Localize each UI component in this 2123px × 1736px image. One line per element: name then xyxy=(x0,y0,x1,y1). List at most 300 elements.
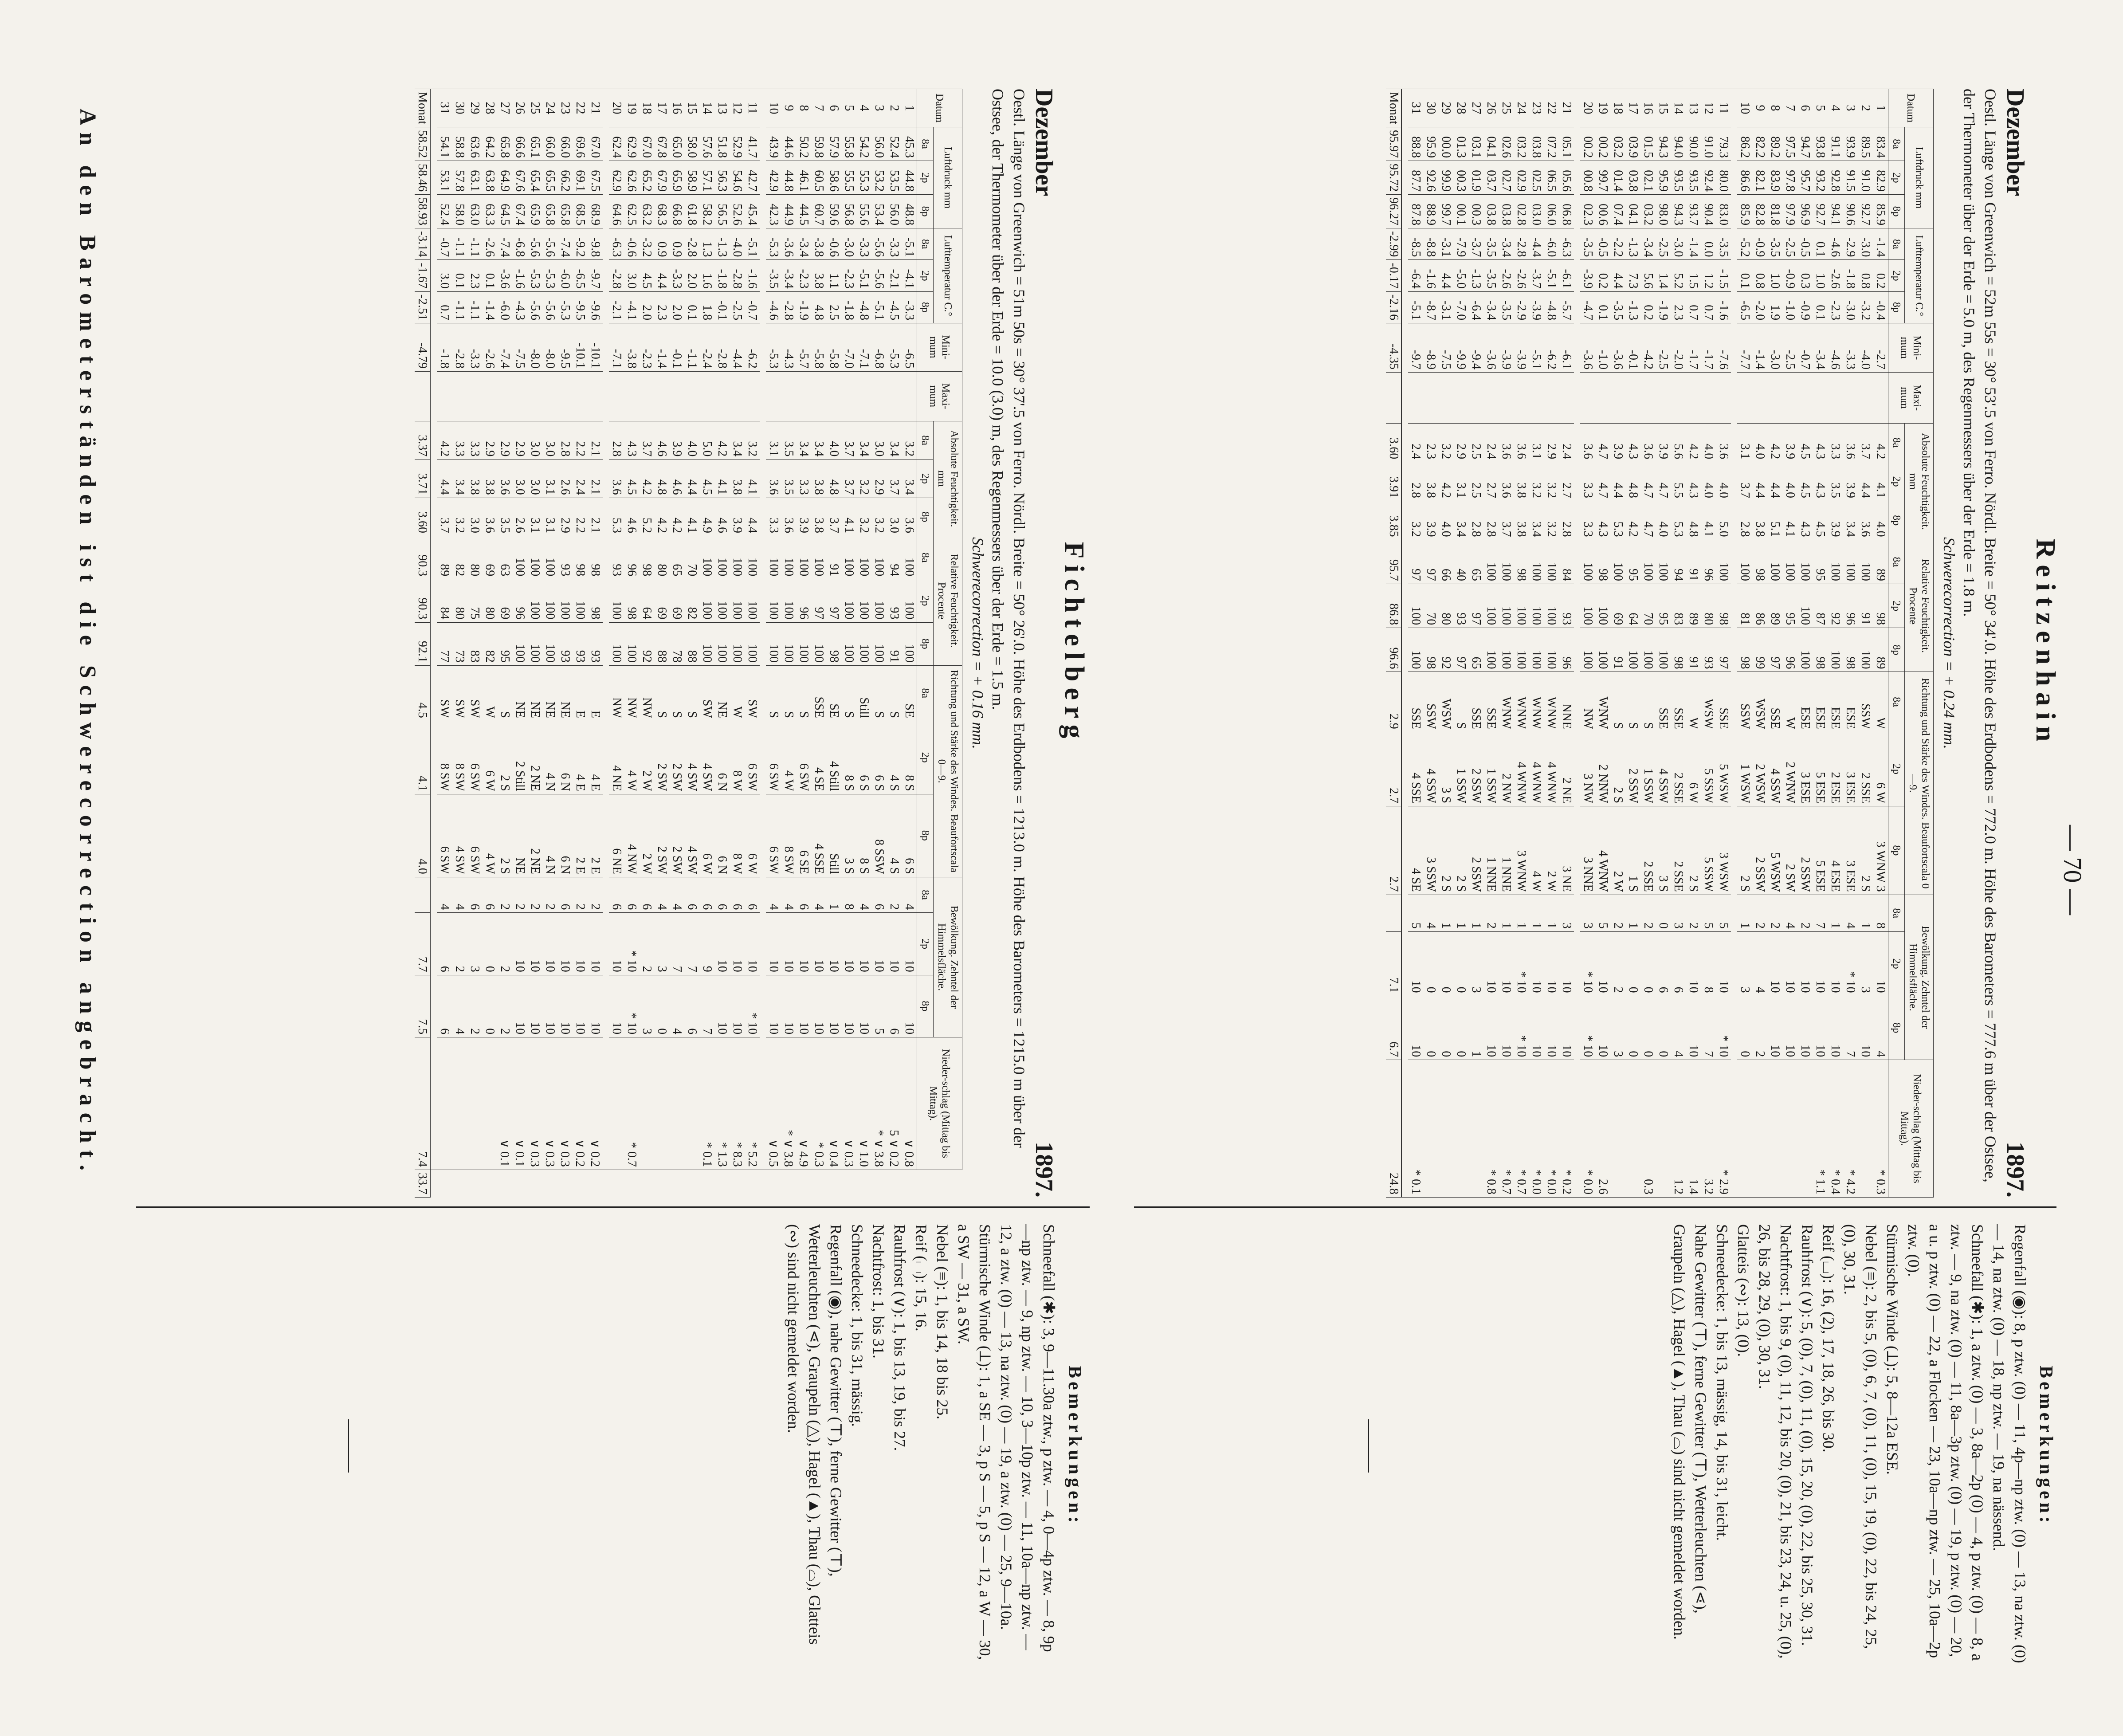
table-cell xyxy=(1843,373,1858,423)
table-cell: 89 xyxy=(437,536,452,579)
separator-row xyxy=(603,89,609,1198)
table-cell: * ∨ 3.8 xyxy=(781,1037,796,1170)
table-cell: SSE xyxy=(1468,672,1483,732)
table-cell: SE xyxy=(826,665,841,721)
table-cell: -7.6 xyxy=(1716,323,1731,373)
table-cell: NW xyxy=(624,665,639,721)
table-cell: -4.3 xyxy=(781,323,796,372)
footer-note: An den Barometerständen ist die Schwerecorrection angebracht. xyxy=(75,108,100,1178)
column-header-wind: Richtung und Stärke des Windes. Beaufortscala 0—9. xyxy=(1905,672,1934,895)
table-cell: 100 xyxy=(1499,584,1514,628)
table-cell: 93 xyxy=(1701,628,1716,672)
table-cell: -0.1 xyxy=(1625,323,1640,373)
table-cell: 2 SSW xyxy=(1468,806,1483,895)
table-cell: 82.2 xyxy=(1752,127,1767,161)
table-cell: -2.8 xyxy=(1514,228,1529,260)
table-cell: 65.9 xyxy=(669,161,684,195)
table-cell xyxy=(1529,373,1544,423)
table-cell xyxy=(714,371,730,421)
table-cell: -9.6 xyxy=(588,291,603,323)
table-cell: S xyxy=(887,665,902,721)
table-cell: 10 xyxy=(1813,996,1828,1060)
table-cell: 95.7 xyxy=(1386,540,1401,584)
table-cell: -0.7 xyxy=(437,228,452,260)
table-cell: 3.5 xyxy=(497,498,512,536)
table-cell: -7.1 xyxy=(609,323,624,372)
table-cell: 90.3 xyxy=(415,579,430,622)
table-cell: -3.6 xyxy=(781,228,796,260)
table-cell: 4 SSW xyxy=(1767,732,1782,806)
table-cell: 2.8 xyxy=(1408,462,1423,501)
table-cell: 2.7 xyxy=(1386,806,1401,895)
table-cell: 91 xyxy=(826,536,841,579)
table-cell: S xyxy=(766,665,781,721)
table-row xyxy=(573,89,588,1198)
table-cell: 57.6 xyxy=(699,127,714,161)
day-cell: 9 xyxy=(1752,89,1767,127)
table-cell: 0.1 xyxy=(452,260,467,291)
table-cell: -3.2 xyxy=(639,228,654,260)
table-cell: -3.6 xyxy=(1580,323,1595,373)
table-cell xyxy=(1423,373,1438,423)
table-cell: 4 xyxy=(902,877,917,913)
table-cell: 80 xyxy=(467,536,482,579)
table-cell: 4.9 xyxy=(699,498,714,536)
table-cell xyxy=(609,371,624,421)
table-cell: 2 W xyxy=(639,721,654,794)
table-cell: 7 xyxy=(684,913,699,975)
table-cell: 2 W xyxy=(1610,806,1625,895)
table-cell: 78 xyxy=(669,622,684,665)
table-cell: 10 xyxy=(557,913,573,975)
time-header: 2p xyxy=(1888,161,1905,195)
table-cell: 3.0 xyxy=(887,498,902,536)
table-cell: 69 xyxy=(654,579,669,622)
table-cell: 10 xyxy=(512,913,527,975)
table-cell: 2 xyxy=(497,877,512,913)
table-cell: 100 xyxy=(766,622,781,665)
table-row xyxy=(902,89,917,1198)
table-cell: 4.3 xyxy=(1813,423,1828,462)
table-cell: -3.5 xyxy=(1716,228,1731,260)
observation-table xyxy=(1386,89,1934,1198)
table-cell: -1.8 xyxy=(714,260,730,291)
table-cell: -1.4 xyxy=(1873,228,1888,260)
remark-line: Rauhfrost (∨): 5, (0), 7, (0), 11, (0), 15, 20, (0), 22, bis 25, 30, 31. xyxy=(1798,1224,1816,1646)
table-cell: 3.2 xyxy=(856,460,871,498)
table-cell: -1.4 xyxy=(654,323,669,372)
table-cell: 3.8 xyxy=(1752,501,1767,540)
table-cell: -9.5 xyxy=(557,323,573,372)
day-cell: 10 xyxy=(1737,89,1752,127)
remark-line: Schneefall (✱): 1, a ztw. (0) — 3, 8a—2p (0) — 4, p ztw. (0) — 8, a ztw. — 9, na ztw. (0) — 11, 8a—3p ztw. (0) — 19, p ztw. (0) — 20, a u. p ztw. (0) — 22, a Flocken — 23, 10a—np ztw. — 25, 10a—2p ztw. (0). xyxy=(1905,1224,1986,1661)
table-row xyxy=(639,89,654,1198)
table-cell: 10 xyxy=(796,975,811,1037)
table-cell: NW xyxy=(639,665,654,721)
table-cell: 2.0 xyxy=(639,291,654,323)
table-cell: 100 xyxy=(841,579,856,622)
table-cell: 3.0 xyxy=(624,260,639,291)
table-cell: 6 SW xyxy=(437,794,452,877)
table-cell: 3.2 xyxy=(871,498,887,536)
table-cell: 100 xyxy=(841,536,856,579)
table-cell: 98 xyxy=(1873,584,1888,628)
table-cell: 2 NNW xyxy=(1595,732,1610,806)
day-cell: 14 xyxy=(1671,89,1686,127)
column-header-maximum: Maxi-mum xyxy=(1888,373,1934,423)
table-cell: -3.3 xyxy=(902,291,917,323)
table-cell: 2.3 xyxy=(1671,291,1686,323)
table-cell: 100 xyxy=(871,579,887,622)
table-row xyxy=(588,89,603,1198)
table-cell: 2 E xyxy=(588,794,603,877)
day-cell: 25 xyxy=(527,89,542,127)
table-cell xyxy=(1468,373,1483,423)
table-cell: 5.3 xyxy=(609,498,624,536)
table-cell: 53.1 xyxy=(437,161,452,195)
table-cell: 4.5 xyxy=(1797,423,1813,462)
table-cell: 63.8 xyxy=(482,161,497,195)
table-cell: 2 xyxy=(527,877,542,913)
table-cell: 67.0 xyxy=(639,127,654,161)
table-cell xyxy=(1858,373,1873,423)
column-header-luftdruck: Luftdruck mm xyxy=(1905,127,1934,228)
table-cell: -3.0 xyxy=(1671,228,1686,260)
table-cell: -6.4 xyxy=(1408,260,1423,291)
table-cell: 3.1 xyxy=(542,460,557,498)
table-cell: -2.3 xyxy=(639,323,654,372)
table-cell: -9.8 xyxy=(588,228,603,260)
table-cell: NE xyxy=(512,665,527,721)
table-cell: -5.3 xyxy=(557,291,573,323)
table-cell: 98 xyxy=(624,579,639,622)
table-cell xyxy=(1468,1060,1483,1198)
table-cell: 6 xyxy=(1671,931,1686,996)
table-cell: 53.5 xyxy=(887,161,902,195)
table-cell: 58.9 xyxy=(684,161,699,195)
table-cell: 97 xyxy=(1408,540,1423,584)
table-cell: 3.8 xyxy=(730,460,745,498)
table-cell: 95.7 xyxy=(1797,161,1813,195)
table-cell: 4.5 xyxy=(699,460,714,498)
table-cell: 3.3 xyxy=(452,421,467,460)
table-cell: 93 xyxy=(588,622,603,665)
table-cell: 93 xyxy=(609,536,624,579)
time-header: 2p xyxy=(917,260,934,291)
table-cell: 65.4 xyxy=(527,161,542,195)
day-cell: 10 xyxy=(766,89,781,127)
table-row xyxy=(684,89,699,1198)
table-cell: 6 xyxy=(684,975,699,1037)
table-cell: 0.8 xyxy=(1858,260,1873,291)
table-cell: 83 xyxy=(1671,584,1686,628)
table-cell: 100 xyxy=(871,536,887,579)
table-cell: 1.1 xyxy=(826,260,841,291)
table-cell: 70 xyxy=(1423,584,1438,628)
table-cell: 60.7 xyxy=(811,195,826,228)
table-cell: 95.9 xyxy=(1656,161,1671,195)
table-cell: 3 ESE xyxy=(1843,806,1858,895)
table-cell: 100 xyxy=(1656,628,1671,672)
table-cell: 4.0 xyxy=(1782,462,1797,501)
time-header: 8p xyxy=(1888,628,1905,672)
day-cell: 3 xyxy=(1843,89,1858,127)
table-cell: 2.5 xyxy=(1468,462,1483,501)
table-cell: 100 xyxy=(1716,540,1731,584)
table-cell: 4.2 xyxy=(1686,423,1701,462)
table-cell: 3.8 xyxy=(482,460,497,498)
table-cell xyxy=(669,1037,684,1170)
table-cell: W xyxy=(730,665,745,721)
table-cell: 4.6 xyxy=(654,421,669,460)
table-cell: -7.4 xyxy=(557,228,573,260)
table-cell: -3.5 xyxy=(1580,228,1595,260)
table-cell: 4.2 xyxy=(639,460,654,498)
table-cell: -1.1 xyxy=(467,228,482,260)
table-cell xyxy=(1737,373,1752,423)
table-cell: -3.3 xyxy=(1843,323,1858,373)
table-cell: 51.8 xyxy=(714,127,730,161)
table-cell: 10 xyxy=(871,913,887,975)
table-cell: 5 xyxy=(871,975,887,1037)
table-cell: -4.2 xyxy=(1640,323,1656,373)
table-cell: 4.3 xyxy=(1813,462,1828,501)
remark-line: Stürmische Winde (⟂): 5, 8—12a ESE. xyxy=(1884,1224,1901,1475)
separator-row xyxy=(1731,89,1737,1198)
table-cell: 54.2 xyxy=(856,127,871,161)
table-cell: 3.9 xyxy=(669,421,684,460)
table-cell: 100 xyxy=(1797,628,1813,672)
table-cell: 90.4 xyxy=(1701,195,1716,228)
day-cell: Monat xyxy=(1386,89,1401,127)
table-cell: -0.6 xyxy=(624,228,639,260)
station-reitzenhain xyxy=(1386,89,2061,1198)
time-header: 8p xyxy=(1888,501,1905,540)
table-cell: 10 xyxy=(1544,931,1559,996)
table-cell: -9.4 xyxy=(1468,323,1483,373)
table-cell: 2.1 xyxy=(588,421,603,460)
table-cell: -5.8 xyxy=(811,323,826,372)
table-cell: 03.8 xyxy=(1529,127,1544,161)
table-cell: 94.7 xyxy=(1797,127,1813,161)
table-cell: 4.3 xyxy=(1595,501,1610,540)
table-cell: 3 xyxy=(1559,895,1574,931)
table-cell: 5 xyxy=(1408,895,1423,931)
table-cell: 10 xyxy=(1595,996,1610,1060)
table-cell: SSW xyxy=(1423,672,1438,732)
table-cell: -6.0 xyxy=(1544,228,1559,260)
table-cell: 10 xyxy=(1544,996,1559,1060)
table-cell: 4.0 xyxy=(684,421,699,460)
table-cell: 03.8 xyxy=(1499,195,1514,228)
table-cell: 4 N xyxy=(542,721,557,794)
table-cell xyxy=(1873,373,1888,423)
remark-line: Schneefall (✱): 3, 9—11.30a ztw., p ztw. — 4, 0—4p ztw. — 8, 9p—np ztw. — 9, np ztw. — 10, 3—10p ztw. — 11, 10a—np ztw. — 12, a ztw. (0) — 13, na ztw. (0) — 19, a ztw. (0) — 25, 9—10a. xyxy=(997,1224,1058,1652)
station-month: Dezember xyxy=(2001,89,2029,196)
table-cell: 2 SSE xyxy=(1640,806,1656,895)
table-row xyxy=(1813,89,1828,1198)
table-cell: 4.8 xyxy=(826,460,841,498)
table-cell: 3 S xyxy=(1438,732,1453,806)
table-cell: -4.0 xyxy=(1858,323,1873,373)
table-row xyxy=(1453,89,1468,1198)
table-cell: -5.6 xyxy=(527,291,542,323)
table-cell: -5.3 xyxy=(766,228,781,260)
table-cell: -1.3 xyxy=(1468,260,1483,291)
table-cell: 100 xyxy=(1544,628,1559,672)
table-cell: 4 W xyxy=(1529,806,1544,895)
table-cell: 100 xyxy=(699,622,714,665)
table-cell: 88 xyxy=(654,622,669,665)
table-cell: 63.1 xyxy=(467,161,482,195)
day-cell: 5 xyxy=(1813,89,1828,127)
table-cell: 94.3 xyxy=(1671,195,1686,228)
table-cell: 6 SW xyxy=(796,721,811,794)
table-cell: 86 xyxy=(1752,584,1767,628)
table-cell: * 0.1 xyxy=(699,1037,714,1170)
table-cell: * 4.2 xyxy=(1843,1060,1858,1198)
time-header: 8a xyxy=(917,536,934,579)
table-cell: 44.8 xyxy=(781,161,796,195)
table-cell: 5.1 xyxy=(1767,501,1782,540)
table-cell: 6 S xyxy=(871,721,887,794)
table-cell: 7 xyxy=(669,913,684,975)
table-cell: 100 xyxy=(1797,540,1813,584)
time-header: 8p xyxy=(917,622,934,665)
table-cell: 3 NE xyxy=(1559,806,1574,895)
table-cell: * 10 xyxy=(1514,996,1529,1060)
table-header xyxy=(1888,89,1934,1198)
table-cell: S xyxy=(781,665,796,721)
day-cell: 28 xyxy=(1453,89,1468,127)
table-cell: * 0.0 xyxy=(1580,1060,1595,1198)
table-cell: -2.8 xyxy=(684,228,699,260)
table-cell: 4.2 xyxy=(714,421,730,460)
table-cell: * 0.4 xyxy=(1828,1060,1843,1198)
table-cell: -1.4 xyxy=(1752,323,1767,373)
table-cell: 6 SW xyxy=(766,721,781,794)
table-cell: 7 xyxy=(1843,996,1858,1060)
table-cell: 58.0 xyxy=(452,195,467,228)
table-cell: -3.1 xyxy=(1438,228,1453,260)
table-cell: 98 xyxy=(1595,540,1610,584)
table-row xyxy=(1752,89,1767,1198)
table-cell: 91.5 xyxy=(1843,161,1858,195)
table-cell: 77 xyxy=(437,622,452,665)
table-cell: 3.0 xyxy=(512,460,527,498)
table-cell: 65.5 xyxy=(542,161,557,195)
table-cell: 6 SW xyxy=(467,721,482,794)
table-cell: 0 xyxy=(1423,931,1438,996)
table-cell: 2 SSE xyxy=(1671,806,1686,895)
table-cell: 4.0 xyxy=(826,421,841,460)
table-cell: 2 SW xyxy=(669,794,684,877)
table-row xyxy=(1873,89,1888,1198)
table-cell: -2.8 xyxy=(730,260,745,291)
separator-row xyxy=(760,89,766,1198)
table-cell: -0.5 xyxy=(1797,228,1813,260)
table-cell: 10 xyxy=(730,975,745,1037)
table-cell: -2.4 xyxy=(699,323,714,372)
table-cell: 95 xyxy=(1625,540,1640,584)
column-header-abs_feuchtigkeit: Absolute Feuchtigkeit. mm xyxy=(1905,423,1934,540)
table-cell: 6 S xyxy=(902,794,917,877)
table-cell: 100 xyxy=(699,536,714,579)
table-cell: -1.6 xyxy=(1423,260,1438,291)
table-cell: -2.6 xyxy=(482,323,497,372)
table-cell: 2.9 xyxy=(1386,672,1401,732)
table-cell: 3.7 xyxy=(1737,462,1752,501)
table-cell: 3.7 xyxy=(841,421,856,460)
table-cell: 5 WSW xyxy=(1716,732,1731,806)
time-header: 8a xyxy=(1888,672,1905,732)
table-row xyxy=(1483,89,1499,1198)
table-cell: ∨ 0.8 xyxy=(902,1037,917,1170)
table-cell: 100 xyxy=(1595,584,1610,628)
table-cell: 3 xyxy=(467,913,482,975)
table-cell: 0.1 xyxy=(1813,291,1828,323)
table-cell: 5.6 xyxy=(1671,423,1686,462)
table-cell xyxy=(826,371,841,421)
table-cell: -3.5 xyxy=(1610,291,1625,323)
table-cell: 02.5 xyxy=(1529,161,1544,195)
table-cell: 100 xyxy=(1828,628,1843,672)
table-cell: 2.0 xyxy=(684,260,699,291)
table-cell: 4 xyxy=(437,877,452,913)
table-cell: 4.8 xyxy=(654,460,669,498)
divider-line xyxy=(348,1419,349,1473)
table-cell: 10 xyxy=(1767,931,1782,996)
table-cell: 42.9 xyxy=(766,161,781,195)
table-cell: 96 xyxy=(1782,628,1797,672)
table-cell: 3.9 xyxy=(1843,462,1858,501)
table-cell: 2.3 xyxy=(1423,423,1438,462)
table-cell: -6.1 xyxy=(1559,260,1574,291)
column-header-lufttemperatur: Lufttemperatur C.° xyxy=(1905,228,1934,323)
table-cell: 98 xyxy=(1752,540,1767,584)
table-cell: 00.3 xyxy=(1453,161,1468,195)
table-cell: 6 xyxy=(1656,931,1671,996)
table-cell: 98.0 xyxy=(1656,195,1671,228)
table-cell: 64.6 xyxy=(609,195,624,228)
table-cell: 00.0 xyxy=(1438,127,1453,161)
table-cell: -2.3 xyxy=(841,260,856,291)
table-cell: S xyxy=(497,665,512,721)
table-cell: 3.3 xyxy=(1828,423,1843,462)
table-cell: 3.9 xyxy=(730,498,745,536)
table-cell: 0 xyxy=(1625,996,1640,1060)
table-cell: 2.3 xyxy=(654,291,669,323)
table-cell: 3.7 xyxy=(1499,501,1514,540)
table-cell: 4.3 xyxy=(1797,501,1813,540)
table-cell: 10 xyxy=(1559,996,1574,1060)
table-cell: 10 xyxy=(1529,996,1544,1060)
table-cell: 10 xyxy=(1828,931,1843,996)
table-cell: 100 xyxy=(781,536,796,579)
table-cell: 07.4 xyxy=(1610,195,1625,228)
table-cell: 98 xyxy=(573,536,588,579)
table-cell: -5.6 xyxy=(542,291,557,323)
time-header: 8a xyxy=(1888,423,1905,462)
table-cell: 1 xyxy=(1514,895,1529,931)
table-cell: NE xyxy=(714,665,730,721)
table-cell: 2.6 xyxy=(1595,1060,1610,1198)
table-row xyxy=(1671,89,1686,1198)
remarks-reitzenhain xyxy=(1669,1224,2056,1668)
table-cell: 4 WNW xyxy=(1595,806,1610,895)
table-row xyxy=(1544,89,1559,1198)
table-cell: 02.9 xyxy=(1514,161,1529,195)
